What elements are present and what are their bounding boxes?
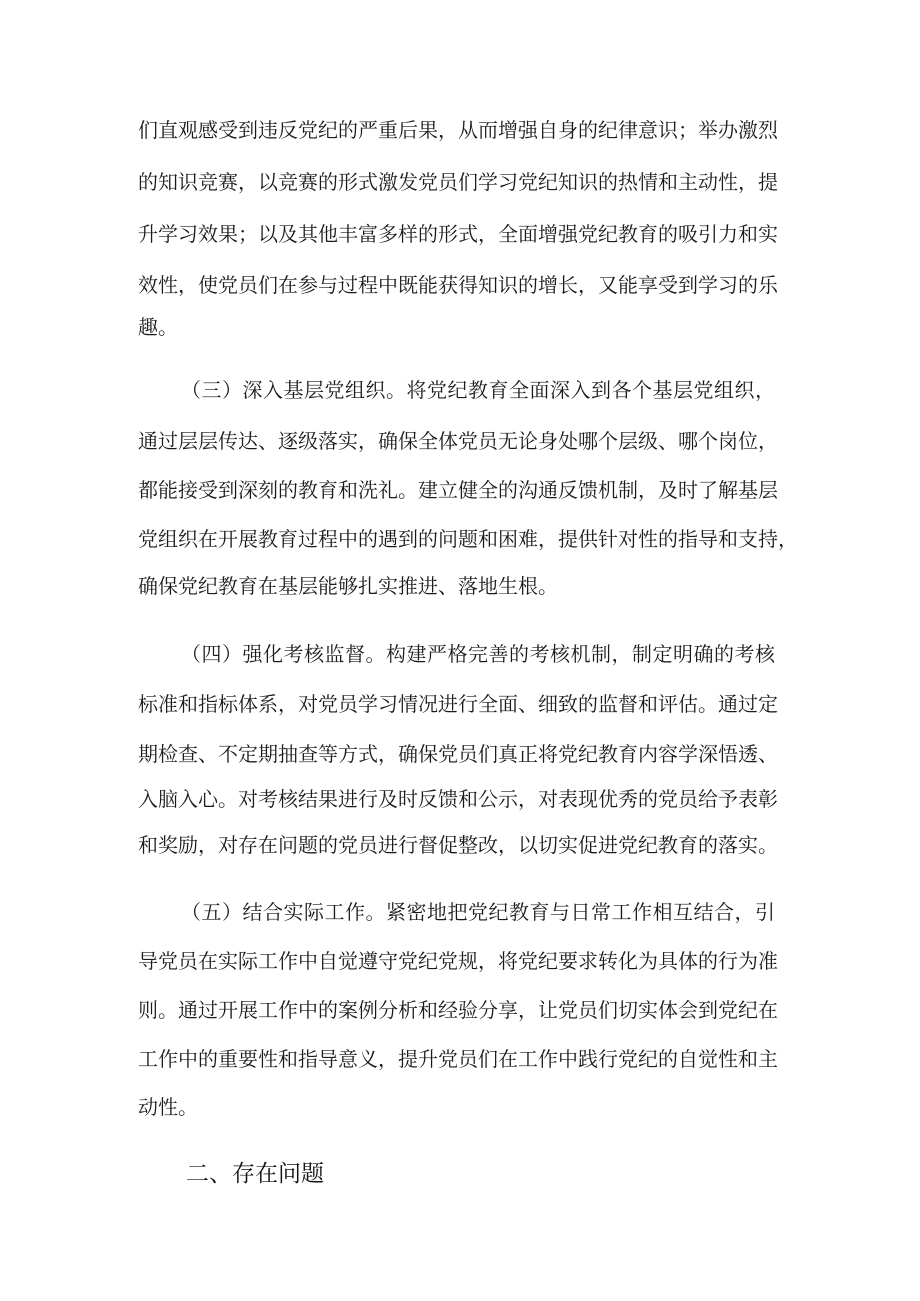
paragraph-line: （五）结合实际工作。紧密地把党纪教育与日常工作相互结合，引 xyxy=(181,900,775,924)
paragraph-line: 都能接受到深刻的教育和洗礼。建立健全的沟通反馈机制，及时了解基层 xyxy=(138,478,778,502)
paragraph-line: （四）强化考核监督。构建严格完善的考核机制，制定明确的考核 xyxy=(181,642,775,666)
paragraph-line: 升学习效果；以及其他丰富多样的形式，全面增强党纪教育的吸引力和实 xyxy=(138,222,778,246)
paragraph-line: 和奖励，对存在问题的党员进行督促整改，以切实促进党纪教育的落实。 xyxy=(138,833,778,857)
paragraph-line: 党组织在开展教育过程中的遇到的问题和困难，提供针对性的指导和支持， xyxy=(138,527,798,551)
paragraph-line: 确保党纪教育在基层能够扎实推进、落地生根。 xyxy=(138,574,558,598)
paragraph-line: 期检查、不定期抽查等方式，确保党员们真正将党纪教育内容学深悟透、 xyxy=(138,742,778,766)
paragraph-line: 们直观感受到违反党纪的严重后果，从而增强自身的纪律意识；举办激烈 xyxy=(138,118,778,142)
section-heading: 二、存在问题 xyxy=(186,1161,324,1187)
paragraph-line: 工作中的重要性和指导意义，提升党员们在工作中践行党纪的自觉性和主 xyxy=(138,1047,778,1071)
paragraph-line: 导党员在实际工作中自觉遵守党纪党规，将党纪要求转化为具体的行为准 xyxy=(138,949,778,973)
paragraph-line: （三）深入基层党组织。将党纪教育全面深入到各个基层党组织， xyxy=(181,378,775,402)
paragraph-line: 则。通过开展工作中的案例分析和经验分享，让党员们切实体会到党纪在 xyxy=(138,998,778,1022)
paragraph-line: 效性，使党员们在参与过程中既能获得知识的增长，又能享受到学习的乐 xyxy=(138,273,778,297)
paragraph-line: 的知识竞赛，以竞赛的形式激发党员们学习党纪知识的热情和主动性，提 xyxy=(138,170,778,194)
paragraph-line: 入脑入心。对考核结果进行及时反馈和公示，对表现优秀的党员给予表彰 xyxy=(138,787,778,811)
paragraph-line: 动性。 xyxy=(138,1095,198,1119)
paragraph-line: 通过层层传达、逐级落实，确保全体党员无论身处哪个层级、哪个岗位， xyxy=(138,429,778,453)
paragraph-line: 趣。 xyxy=(138,315,178,339)
paragraph-line: 标准和指标体系，对党员学习情况进行全面、细致的监督和评估。通过定 xyxy=(138,692,778,716)
